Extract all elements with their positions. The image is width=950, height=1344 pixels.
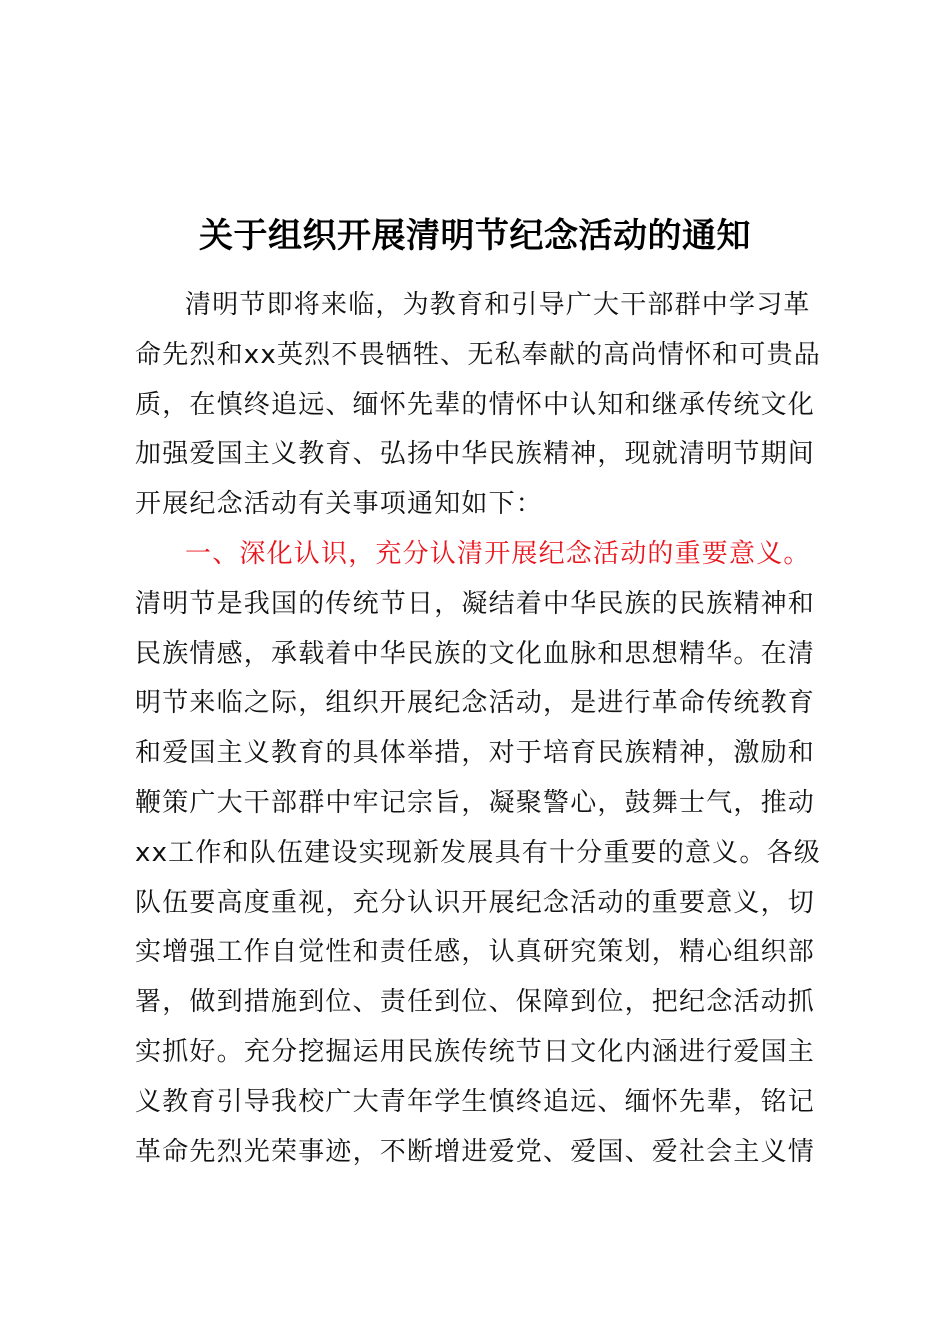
- paragraph-line: 实抓好。充分挖掘运用民族传统节日文化内涵进行爱国主: [135, 1036, 816, 1067]
- paragraph-line: 实增强工作自觉性和责任感，认真研究策划，精心组织部: [135, 937, 816, 968]
- paragraph-line: 开展纪念活动有关事项通知如下：: [135, 489, 544, 520]
- paragraph-line: 署，做到措施到位、责任到位、保障到位，把纪念活动抓: [135, 987, 816, 1018]
- paragraph-line: xx工作和队伍建设实现新发展具有十分重要的意义。各级: [135, 837, 821, 868]
- section-heading: 一、深化认识，充分认清开展纪念活动的重要意义。: [185, 538, 811, 569]
- paragraph-line: 加强爱国主义教育、弘扬中华民族精神，现就清明节期间: [135, 439, 816, 470]
- paragraph-line: 义教育引导我校广大青年学生慎终追远、缅怀先辈，铭记: [135, 1086, 816, 1117]
- document-body: [135, 281, 835, 1177]
- paragraph-line: 和爱国主义教育的具体举措，对于培育民族精神，激励和: [135, 738, 816, 769]
- paragraph-line: 民族情感，承载着中华民族的文化血脉和思想精华。在清: [135, 638, 816, 669]
- paragraph-line: 队伍要高度重视，充分认识开展纪念活动的重要意义，切: [135, 887, 816, 918]
- paragraph-line: 鞭策广大干部群中牢记宗旨，凝聚警心，鼓舞士气，推动: [135, 787, 816, 818]
- paragraph-line: 明节来临之际，组织开展纪念活动，是进行革命传统教育: [135, 688, 816, 719]
- paragraph-line: 清明节即将来临，为教育和引导广大干部群中学习革: [185, 290, 811, 320]
- document-title: 关于组织开展清明节纪念活动的通知: [199, 216, 751, 256]
- paragraph-line: 命先烈和xx英烈不畏牺牲、无私奉献的高尚情怀和可贵品: [135, 339, 821, 370]
- paragraph-line: 质，在慎终追远、缅怀先辈的情怀中认知和继承传统文化: [135, 389, 816, 420]
- paragraph-line: 革命先烈光荣事迹，不断增进爱党、爱国、爱社会主义情: [135, 1136, 816, 1167]
- paragraph-line: 清明节是我国的传统节日，凝结着中华民族的民族精神和: [135, 588, 816, 619]
